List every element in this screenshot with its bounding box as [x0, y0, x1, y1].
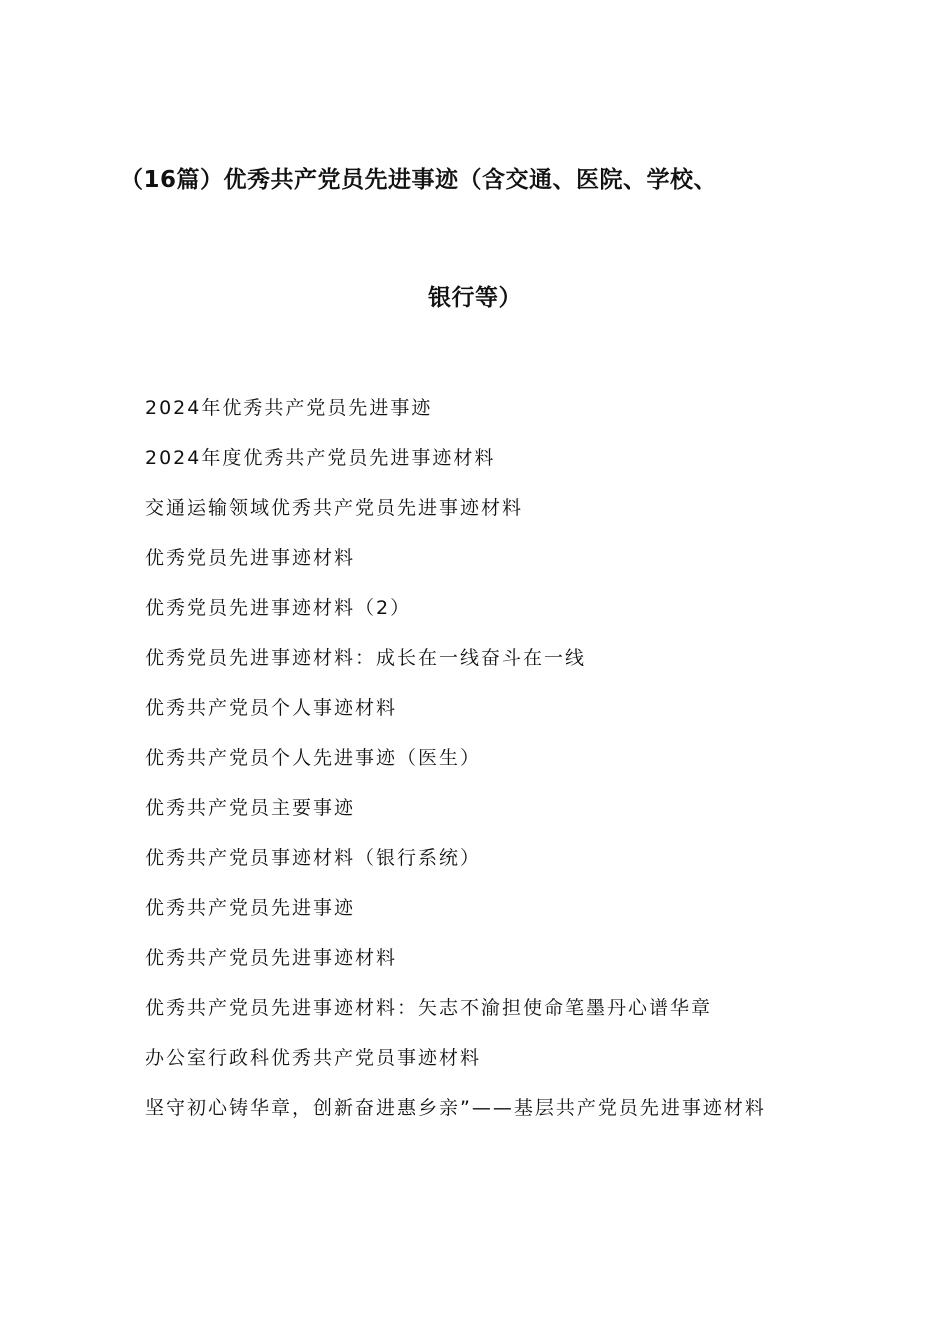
toc-item: 优秀党员先进事迹材料：成长在一线奋斗在一线	[145, 647, 587, 669]
toc-item: 2024年优秀共产党员先进事迹	[145, 397, 433, 419]
toc-item: 优秀共产党员个人事迹材料	[145, 697, 398, 719]
toc-item: 优秀共产党员主要事迹	[145, 797, 356, 819]
toc-item: 坚守初心铸华章，创新奋进惠乡亲”——基层共产党员先进事迹材料	[145, 1097, 766, 1119]
toc-item: 办公室行政科优秀共产党员事迹材料	[145, 1047, 482, 1069]
toc-item: 优秀共产党员先进事迹	[145, 897, 356, 919]
table-of-contents	[145, 395, 825, 1132]
toc-item: 优秀党员先进事迹材料	[145, 547, 356, 569]
document-title-line-2: 银行等）	[428, 285, 522, 311]
toc-item: 优秀共产党员先进事迹材料：矢志不渝担使命笔墨丹心谱华章	[145, 997, 713, 1019]
toc-item: 优秀共产党员先进事迹材料	[145, 947, 398, 969]
toc-item: 优秀党员先进事迹材料（2）	[145, 597, 412, 619]
toc-item: 2024年度优秀共产党员先进事迹材料	[145, 447, 496, 469]
toc-item: 交通运输领域优秀共产党员先进事迹材料	[145, 497, 524, 519]
toc-item: 优秀共产党员个人先进事迹（医生）	[145, 747, 482, 769]
toc-item: 优秀共产党员事迹材料（银行系统）	[145, 847, 482, 869]
document-title-line-1: （16篇）优秀共产党员先进事迹（含交通、医院、学校、	[120, 167, 718, 193]
